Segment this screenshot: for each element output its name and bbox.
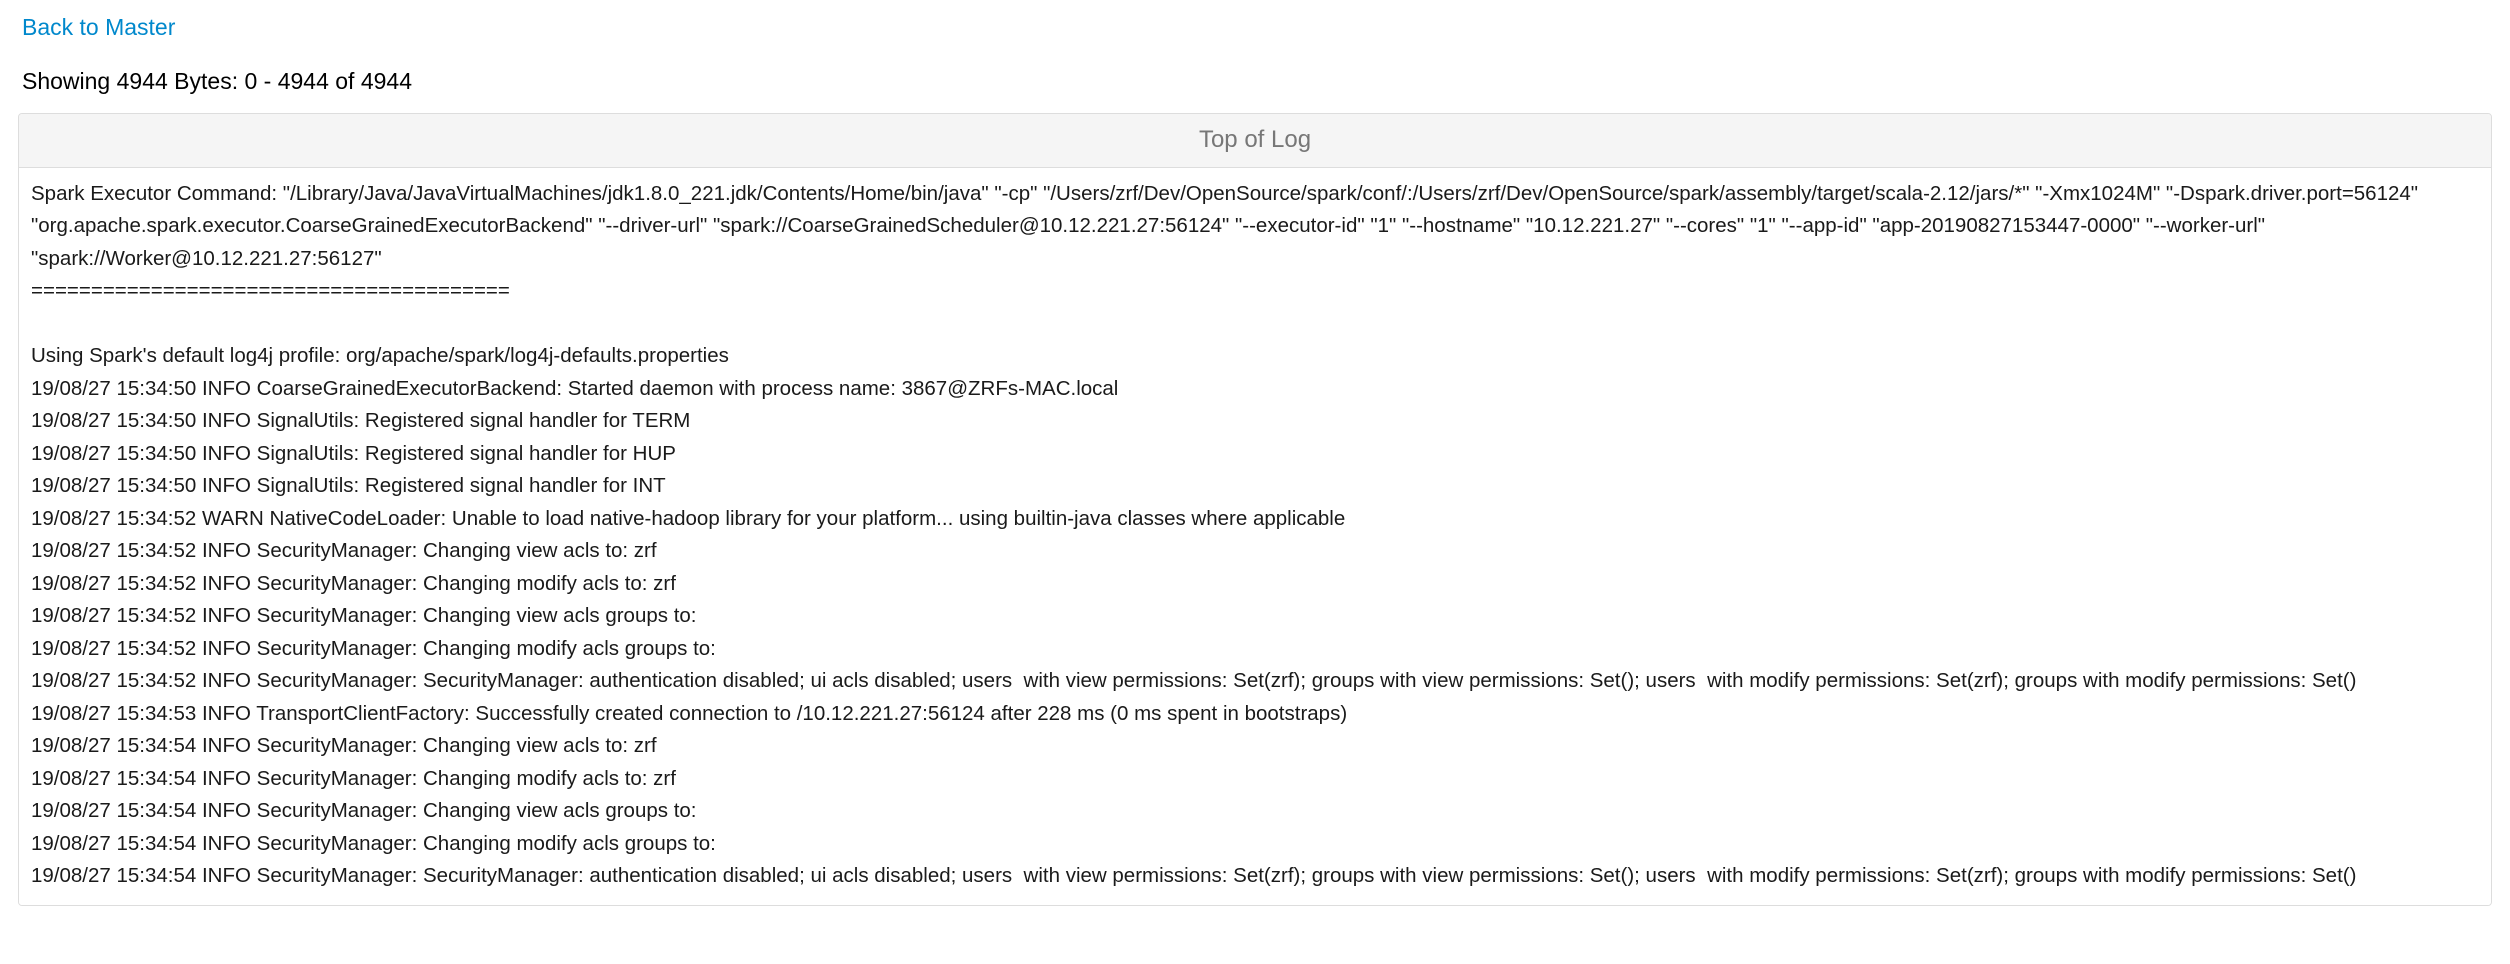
- log-line: 19/08/27 15:34:54 INFO SecurityManager: Changing view acls to: zrf: [31, 734, 657, 758]
- back-to-master-link[interactable]: Back to Master: [22, 14, 176, 40]
- log-content[interactable]: [19, 168, 2491, 905]
- log-panel: [18, 113, 2492, 906]
- log-line: 19/08/27 15:34:54 INFO SecurityManager: Changing modify acls to: zrf: [31, 766, 676, 790]
- log-line: 19/08/27 15:34:52 INFO SecurityManager: SecurityManager: authentication disabled; ui acls disabled; users with view permissions: Set(zrf); groups with view permissions: Set(); users with modify permissions: Set(zrf); groups with modify permissions: Set(): [31, 669, 2357, 693]
- log-line: 19/08/27 15:34:53 INFO TransportClientFactory: Successfully created connection to /10.12.221.27:56124 after 228 ms (0 ms spent in bootstraps): [31, 701, 1348, 725]
- log-line: 19/08/27 15:34:52 INFO SecurityManager: Changing modify acls to: zrf: [31, 571, 676, 595]
- log-line: [31, 308, 2479, 341]
- log-line: 19/08/27 15:34:54 INFO SecurityManager: SecurityManager: authentication disabled; ui acls disabled; users with view permissions: Set(zrf); groups with view permissions: Set(); users with modify permissions: Set(zrf); groups with modify permissions: Set(): [31, 864, 2357, 888]
- log-line: 19/08/27 15:34:50 INFO SignalUtils: Registered signal handler for INT: [31, 474, 666, 498]
- showing-bytes-status: Showing 4944 Bytes: 0 - 4944 of 4944: [22, 67, 413, 94]
- log-line: 19/08/27 15:34:50 INFO SignalUtils: Registered signal handler for HUP: [31, 441, 676, 465]
- log-line: 19/08/27 15:34:50 INFO CoarseGrainedExecutorBackend: Started daemon with process name: 3867@ZRFs-MAC.local: [31, 376, 1119, 400]
- log-line: 19/08/27 15:34:52 WARN NativeCodeLoader: Unable to load native-hadoop library for your platform... using builtin-java classes where applicable: [31, 506, 1346, 530]
- log-panel-title: Top of Log: [19, 114, 2491, 168]
- log-line: 19/08/27 15:34:54 INFO SecurityManager: Changing view acls groups to:: [31, 799, 697, 823]
- log-line: Using Spark's default log4j profile: org/apache/spark/log4j-defaults.properties: [31, 344, 729, 368]
- log-line: 19/08/27 15:34:52 INFO SecurityManager: Changing view acls groups to:: [31, 604, 697, 628]
- log-line: 19/08/27 15:34:52 INFO SecurityManager: Changing view acls to: zrf: [31, 539, 657, 563]
- log-line: 19/08/27 15:34:50 INFO SignalUtils: Registered signal handler for TERM: [31, 409, 691, 433]
- log-line: 19/08/27 15:34:52 INFO SecurityManager: Changing modify acls groups to:: [31, 636, 716, 660]
- log-line: 19/08/27 15:34:54 INFO SecurityManager: Changing modify acls groups to:: [31, 831, 716, 855]
- log-line: ========================================: [31, 279, 510, 303]
- log-line: Spark Executor Command: "/Library/Java/JavaVirtualMachines/jdk1.8.0_221.jdk/Contents/Home/bin/java" "-cp" "/Users/zrf/Dev/OpenSource/spark/conf/:/Users/zrf/Dev/OpenSource/spark/assembly/target/scala-2.12/jars/*" "-Xmx1024M" "-Dspark.driver.port=56124" "org.apache.spark.executor.CoarseGrainedExecutorBackend" "--driver-url" "spark://CoarseGrainedScheduler@10.12.221.27:56124" "--executor-id" "1" "--hostname" "10.12.221.27" "--cores" "1" "--app-id" "app-20190827153447-0000" "--worker-url" "spark://Worker@10.12.221.27:56127": [31, 181, 2424, 270]
